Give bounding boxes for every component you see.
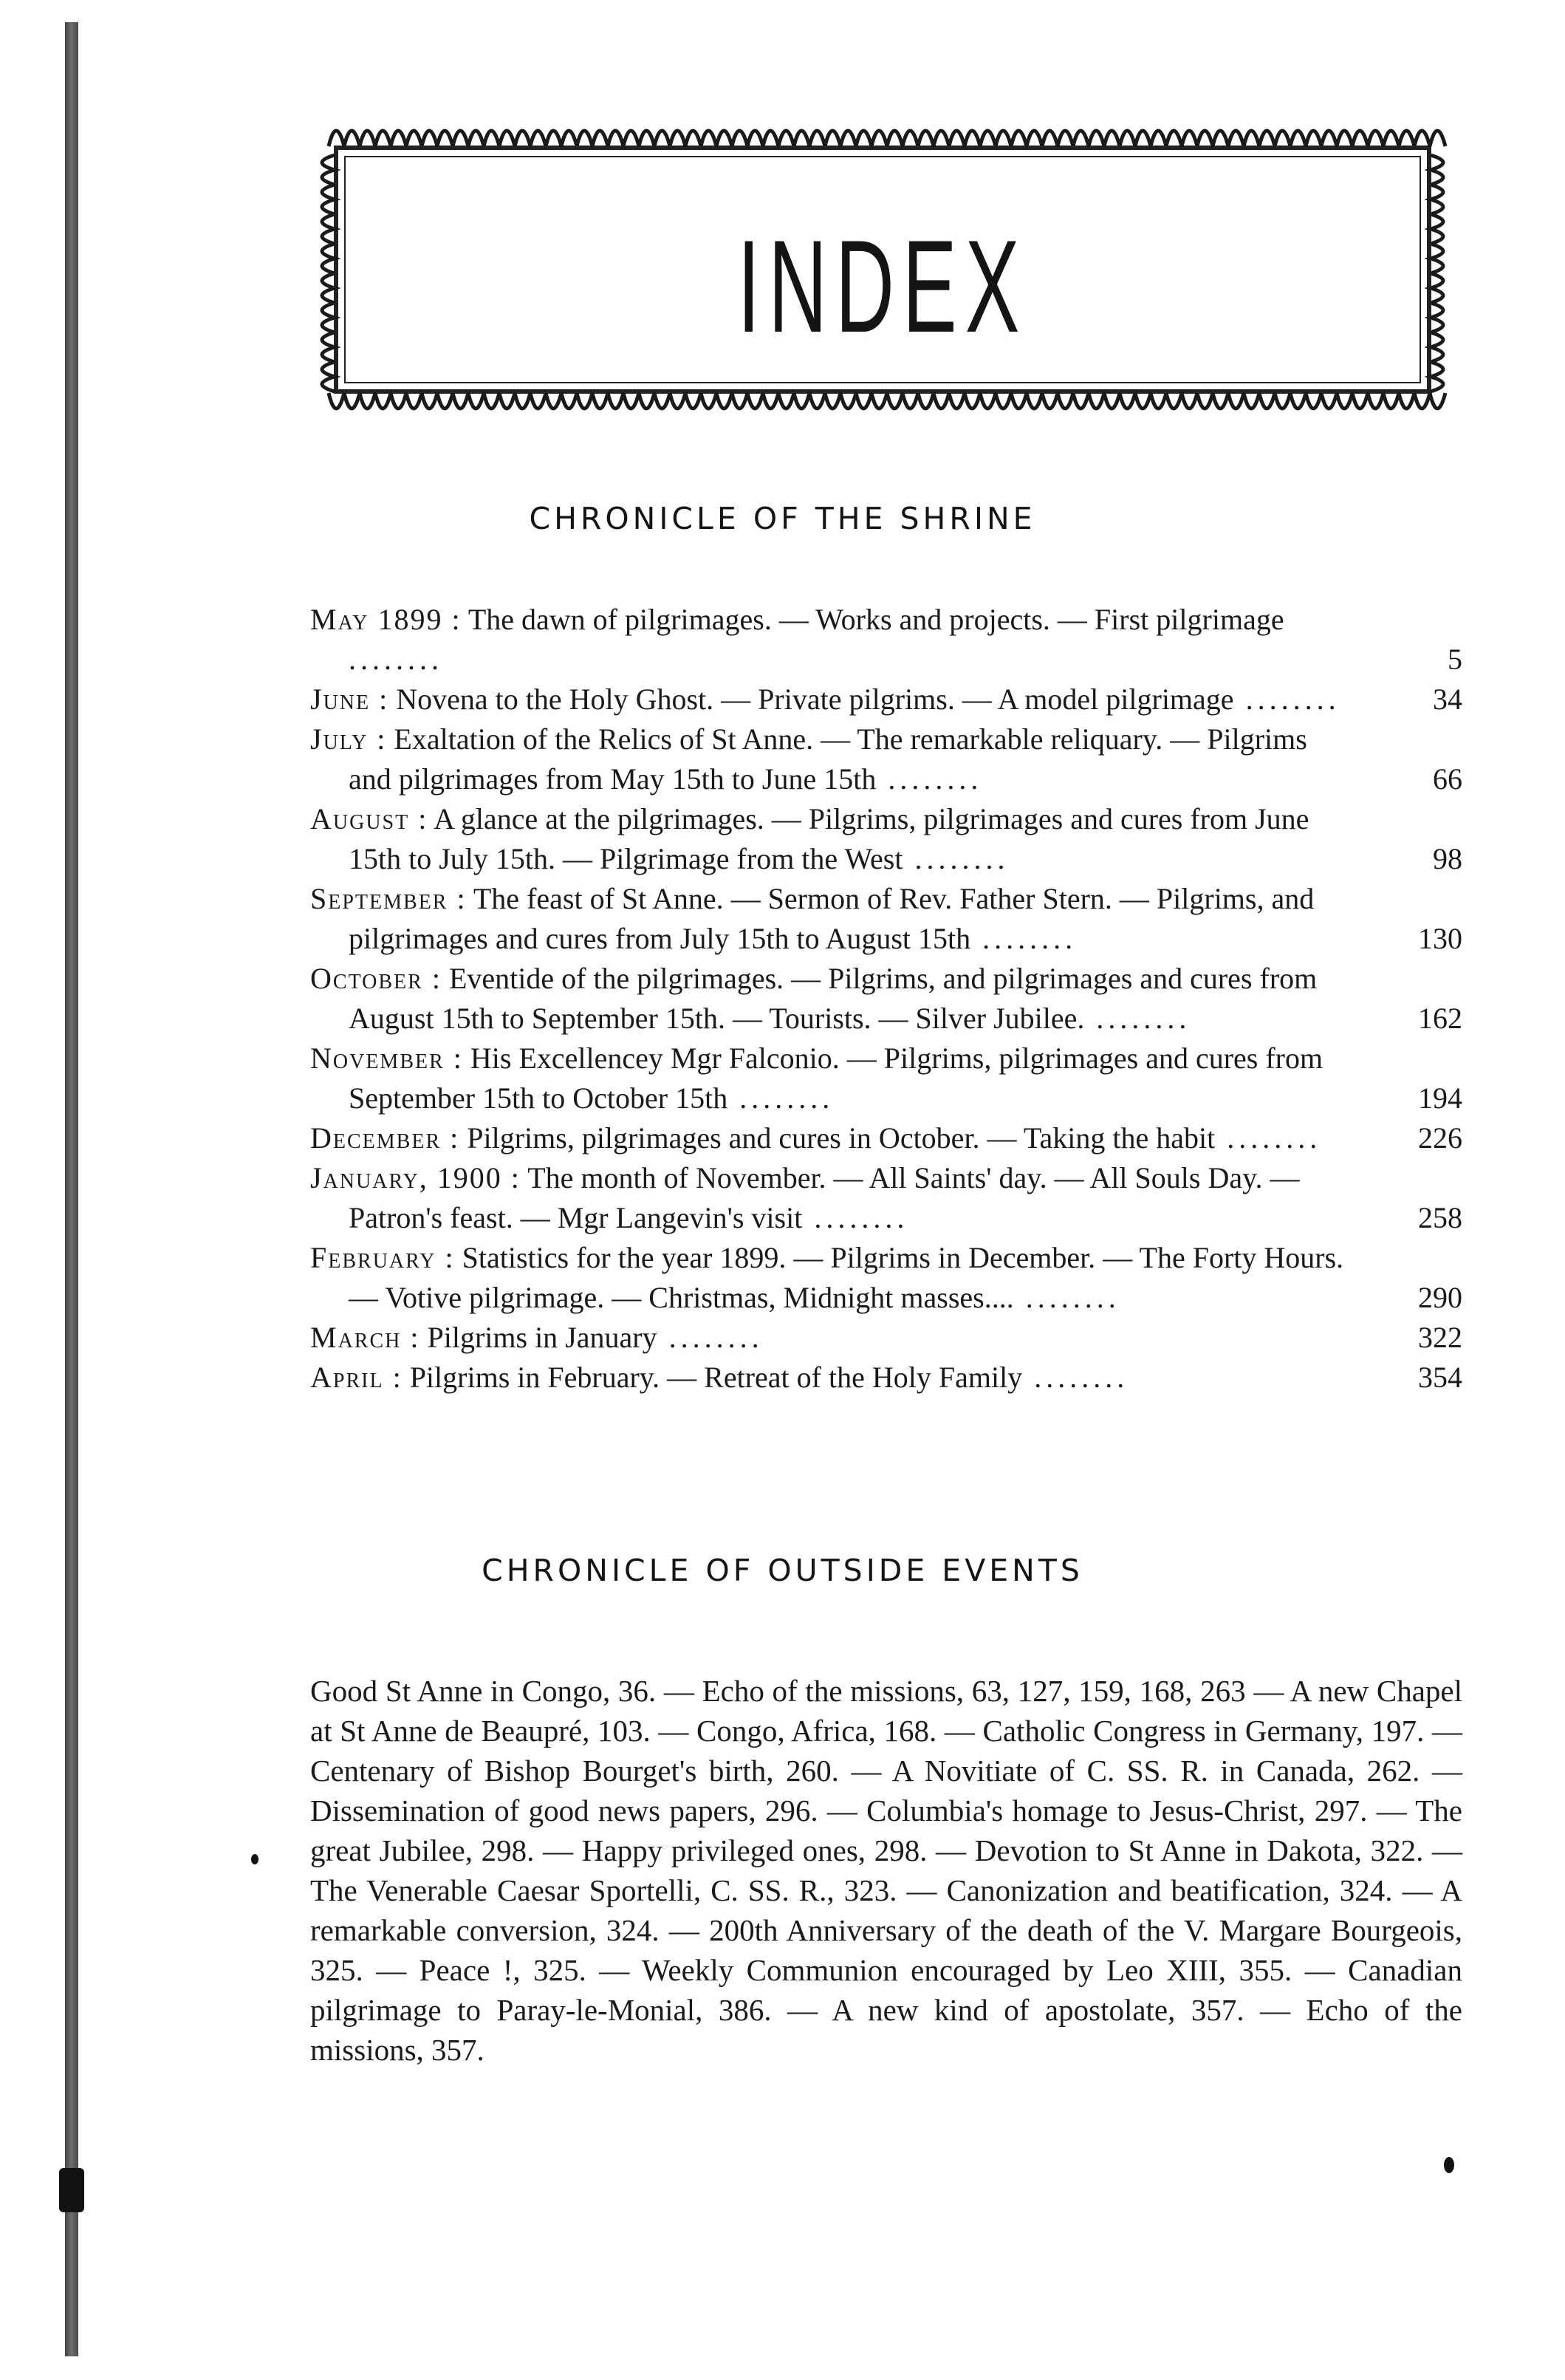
index-entry [310, 1238, 1477, 1318]
entry-page-number: 354 [1418, 1361, 1462, 1394]
index-entry [310, 719, 1477, 799]
entry-text: The feast of St Anne. — Sermon of Rev. Father Stern. — Pilgrims, and pilgrimages and cures from July 15th to August 15th [349, 882, 1315, 955]
dot-leader: ........ [903, 842, 1010, 875]
entry-body [310, 1318, 1352, 1358]
entry-month: February : [310, 1241, 455, 1274]
shrine-heading: CHRONICLE OF THE SHRINE [529, 501, 1036, 536]
ink-speck [1444, 2157, 1454, 2173]
entry-month: January, 1900 : [310, 1161, 521, 1194]
index-entry [310, 680, 1477, 719]
outside-events-text: Good St Anne in Congo, 36. — Echo of the missions, 63, 127, 159, 168, 263 — A new Chapel at St Anne de Beaupré, 103. — Congo, Africa, 168. — Catholic Congress in Germany, 197. — Centenary of Bishop Bourget's birth, 260. — A Novitiate of C. SS. R. in Canada, 262. — Dissemination of good news papers, 296. — Columbia's homage to Jesus-Christ, 297. — The great Jubilee, 298. — Happy privileged ones, 298. — Devotion to St Anne in Dakota, 322. — The Venerable Caesar Sportelli, C. SS. R., 323. — Canonization and beatification, 324. — A remarkable conversion, 324. — 200th Anniversary of the death of the V. Margare Bourgeois, 325. — Peace !, 325. — Weekly Communion encouraged by Leo XIII, 355. — Canadian pilgrimage to Paray-le-Monial, 386. — A new kind of apostolate, 357. — Echo of the missions, 357. [310, 1674, 1462, 2067]
entry-page-number: 290 [1418, 1281, 1462, 1314]
entry-text: Eventide of the pilgrimages. — Pilgrims, and pilgrimages and cures from August 15th to September 15th. — Tourists. — Silver Jubilee. [349, 962, 1318, 1035]
entry-text: Statistics for the year 1899. — Pilgrims in December. — The Forty Hours. — Votive pilgrimage. — Christmas, Midnight masses.... [349, 1241, 1344, 1314]
outside-events-heading: CHRONICLE OF OUTSIDE EVENTS [482, 1553, 1083, 1588]
entry-month: August : [310, 802, 428, 835]
entry-month: May 1899 : [310, 603, 462, 636]
entry-month: November : [310, 1042, 463, 1075]
dot-leader: ........ [1022, 1361, 1129, 1394]
entry-text: Novena to the Holy Ghost. — Private pilgrims. — A model pilgrimage [396, 683, 1234, 716]
entry-text: The month of November. — All Saints' day. — All Souls Day. — Patron's feast. — Mgr Langevin's visit [349, 1161, 1300, 1234]
entry-page-number: 162 [1418, 1002, 1462, 1035]
entry-body [310, 719, 1352, 799]
entry-body [310, 1118, 1352, 1158]
entry-month: July : [310, 722, 387, 756]
index-entry [310, 1039, 1477, 1118]
index-entry [310, 1358, 1477, 1398]
entry-page-number: 194 [1418, 1081, 1462, 1115]
entry-page-number: 322 [1418, 1321, 1462, 1354]
entry-text: A glance at the pilgrimages. — Pilgrims, pilgrimages and cures from June 15th to July 15th. — Pilgrimage from the West [349, 802, 1309, 875]
dot-leader: ........ [1084, 1002, 1191, 1035]
entry-body [310, 1158, 1352, 1238]
entry-text: Pilgrims in January [427, 1321, 657, 1354]
dot-leader: ........ [727, 1081, 835, 1115]
entry-body [310, 1358, 1352, 1398]
entry-page-number: 5 [1448, 643, 1462, 676]
dot-leader: ........ [802, 1201, 909, 1234]
entry-page-number: 130 [1418, 922, 1462, 955]
entry-page-number: 66 [1433, 762, 1462, 796]
entry-body [310, 959, 1352, 1039]
entry-text: Exaltation of the Relics of St Anne. — The remarkable reliquary. — Pilgrims and pilgrimages from May 15th to June 15th [349, 722, 1307, 796]
entry-body [310, 879, 1352, 959]
entry-month: December : [310, 1121, 460, 1155]
entry-text: Pilgrims in February. — Retreat of the Holy Family [409, 1361, 1023, 1394]
entry-page-number: 258 [1418, 1201, 1462, 1234]
entry-body [310, 680, 1352, 719]
index-entry [310, 1318, 1477, 1358]
index-entry [310, 799, 1477, 879]
index-entry [310, 879, 1477, 959]
dot-leader: ........ [1215, 1121, 1322, 1155]
dot-leader: ........ [657, 1321, 764, 1354]
entry-page-number: 34 [1433, 683, 1462, 716]
entry-month: October : [310, 962, 442, 995]
shrine-entries-list [310, 600, 1477, 1398]
entry-text: Pilgrims, pilgrimages and cures in October. — Taking the habit [467, 1121, 1216, 1155]
index-entry [310, 1158, 1477, 1238]
index-title-frame [307, 111, 1459, 428]
dot-leader: ........ [1233, 683, 1340, 716]
index-title: INDEX [737, 213, 1028, 360]
entry-month: September : [310, 882, 467, 915]
entry-body [310, 600, 1352, 680]
index-entry [310, 600, 1477, 680]
index-entry [310, 959, 1477, 1039]
ink-speck [251, 1854, 258, 1864]
entry-month: March : [310, 1321, 420, 1354]
dot-leader: ........ [876, 762, 983, 796]
dot-leader: ........ [349, 643, 443, 676]
dot-leader: ........ [1013, 1281, 1120, 1314]
binding-mark [59, 2168, 84, 2212]
dot-leader: ........ [970, 922, 1078, 955]
entry-text: The dawn of pilgrimages. — Works and projects. — First pilgrimage [468, 603, 1284, 636]
entry-month: April : [310, 1361, 403, 1394]
binding-edge [65, 22, 78, 2356]
entry-body [310, 1238, 1352, 1318]
index-entry [310, 1118, 1477, 1158]
entry-body [310, 1039, 1352, 1118]
entry-body [310, 799, 1352, 879]
entry-page-number: 98 [1433, 842, 1462, 875]
entry-month: June : [310, 683, 389, 716]
entry-text: His Excellencey Mgr Falconio. — Pilgrims, pilgrimages and cures from September 15th to October 15th [349, 1042, 1323, 1115]
entry-page-number: 226 [1418, 1121, 1462, 1155]
